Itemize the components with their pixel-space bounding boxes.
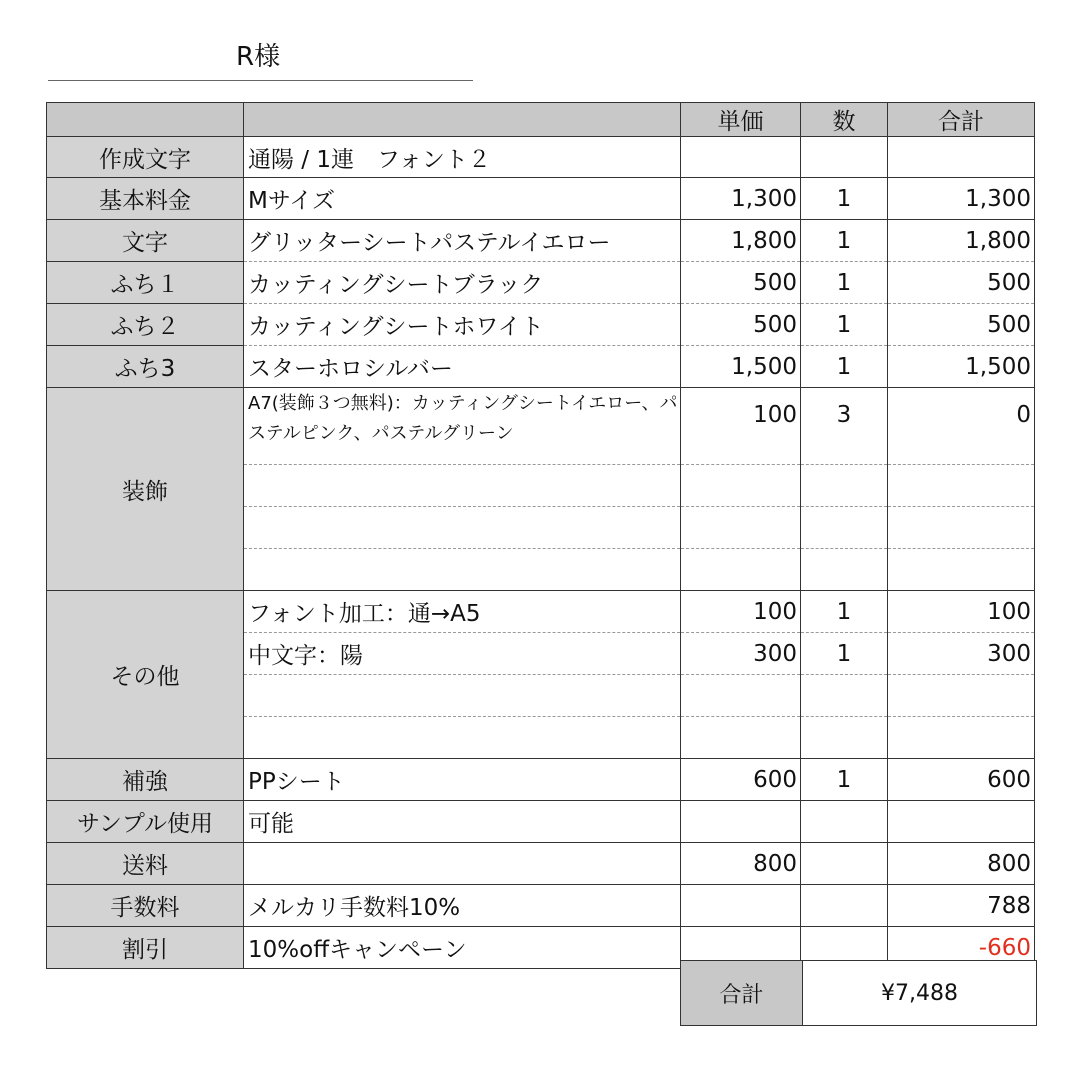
header-blank-label (47, 103, 244, 137)
row-label: 基本料金 (47, 178, 244, 220)
empty-cell (244, 675, 681, 717)
decoration-price: 100 (681, 388, 801, 465)
empty-cell (681, 675, 801, 717)
empty-cell (888, 465, 1035, 507)
row-label: ふち3 (47, 346, 244, 388)
empty-cell (801, 717, 888, 759)
row-label: ふち２ (47, 304, 244, 346)
row-label: ふち１ (47, 262, 244, 304)
row-label: 作成文字 (47, 137, 244, 178)
row-label: 補強 (47, 759, 244, 801)
row-desc: メルカリ手数料10% (244, 885, 681, 927)
row-label: 文字 (47, 220, 244, 262)
header-total: 合計 (888, 103, 1035, 137)
row-desc: Mサイズ (244, 178, 681, 220)
other-qty: 1 (801, 591, 888, 633)
other-price: 100 (681, 591, 801, 633)
row-price: 600 (681, 759, 801, 801)
row-desc: スターホロシルバー (244, 346, 681, 388)
empty-cell (801, 675, 888, 717)
decoration-desc: A7(装飾３つ無料)：カッティングシートイエロー、パステルピンク、パステルグリーン (244, 388, 681, 465)
row-label: 割引 (47, 927, 244, 969)
empty-cell (888, 507, 1035, 549)
row-qty (801, 137, 888, 178)
grand-total-box (680, 960, 1037, 1026)
empty-cell (244, 717, 681, 759)
empty-cell (801, 549, 888, 591)
row-qty: 1 (801, 220, 888, 262)
header-blank-desc (244, 103, 681, 137)
header-qty: 数 (801, 103, 888, 137)
row-total: 788 (888, 885, 1035, 927)
row-qty: 1 (801, 262, 888, 304)
row-price: 1,800 (681, 220, 801, 262)
decoration-total: 0 (888, 388, 1035, 465)
customer-underline (48, 80, 473, 81)
row-desc: 10%offキャンペーン (244, 927, 681, 969)
row-qty (801, 801, 888, 843)
empty-cell (888, 675, 1035, 717)
row-desc: カッティングシートブラック (244, 262, 681, 304)
row-total: 600 (888, 759, 1035, 801)
row-label: サンプル使用 (47, 801, 244, 843)
row-desc: 可能 (244, 801, 681, 843)
table-row (47, 346, 1035, 388)
discount-total: -660 (888, 927, 1035, 969)
row-total: 800 (888, 843, 1035, 885)
row-desc (244, 843, 681, 885)
row-desc: PPシート (244, 759, 681, 801)
other-total: 300 (888, 633, 1035, 675)
table-row (47, 304, 1035, 346)
table-row (47, 137, 1035, 178)
empty-cell (888, 717, 1035, 759)
row-qty: 1 (801, 346, 888, 388)
row-qty: 1 (801, 304, 888, 346)
empty-cell (681, 549, 801, 591)
row-qty: 1 (801, 759, 888, 801)
row-qty (801, 885, 888, 927)
row-desc: グリッターシートパステルイエロー (244, 220, 681, 262)
header-unit-price: 単価 (681, 103, 801, 137)
row-total: 1,500 (888, 346, 1035, 388)
grand-total-label: 合計 (681, 961, 803, 1026)
row-price: 500 (681, 262, 801, 304)
row-desc: 通陽 / 1連 フォント２ (244, 137, 681, 178)
grand-total-value: ¥7,488 (803, 961, 1037, 1026)
row-qty (801, 843, 888, 885)
empty-cell (244, 465, 681, 507)
row-total: 500 (888, 304, 1035, 346)
table-row (47, 759, 1035, 801)
empty-cell (244, 507, 681, 549)
other-desc: 中文字：陽 (244, 633, 681, 675)
row-price (681, 137, 801, 178)
decoration-label: 装飾 (47, 388, 244, 591)
other-price: 300 (681, 633, 801, 675)
row-qty: 1 (801, 178, 888, 220)
table-row (47, 220, 1035, 262)
table-row (47, 262, 1035, 304)
other-label: その他 (47, 591, 244, 759)
other-row (47, 591, 1035, 633)
empty-cell (801, 507, 888, 549)
empty-cell (681, 465, 801, 507)
row-price: 1,500 (681, 346, 801, 388)
row-price (681, 801, 801, 843)
header-row (47, 103, 1035, 137)
empty-cell (681, 717, 801, 759)
empty-cell (801, 465, 888, 507)
row-price: 800 (681, 843, 801, 885)
row-total: 1,800 (888, 220, 1035, 262)
empty-cell (681, 507, 801, 549)
decoration-qty: 3 (801, 388, 888, 465)
empty-cell (888, 549, 1035, 591)
row-desc: カッティングシートホワイト (244, 304, 681, 346)
row-price (681, 885, 801, 927)
table-row (47, 178, 1035, 220)
other-desc: フォント加工：通→A5 (244, 591, 681, 633)
row-total (888, 137, 1035, 178)
table-row (47, 885, 1035, 927)
row-price: 500 (681, 304, 801, 346)
row-total (888, 801, 1035, 843)
other-qty: 1 (801, 633, 888, 675)
other-total: 100 (888, 591, 1035, 633)
row-total: 500 (888, 262, 1035, 304)
row-label: 手数料 (47, 885, 244, 927)
customer-name: R様 (236, 42, 281, 72)
row-total: 1,300 (888, 178, 1035, 220)
row-price: 1,300 (681, 178, 801, 220)
table-row (47, 843, 1035, 885)
decoration-row (47, 388, 1035, 465)
row-label: 送料 (47, 843, 244, 885)
quote-table (46, 102, 1035, 969)
table-row (47, 801, 1035, 843)
empty-cell (244, 549, 681, 591)
